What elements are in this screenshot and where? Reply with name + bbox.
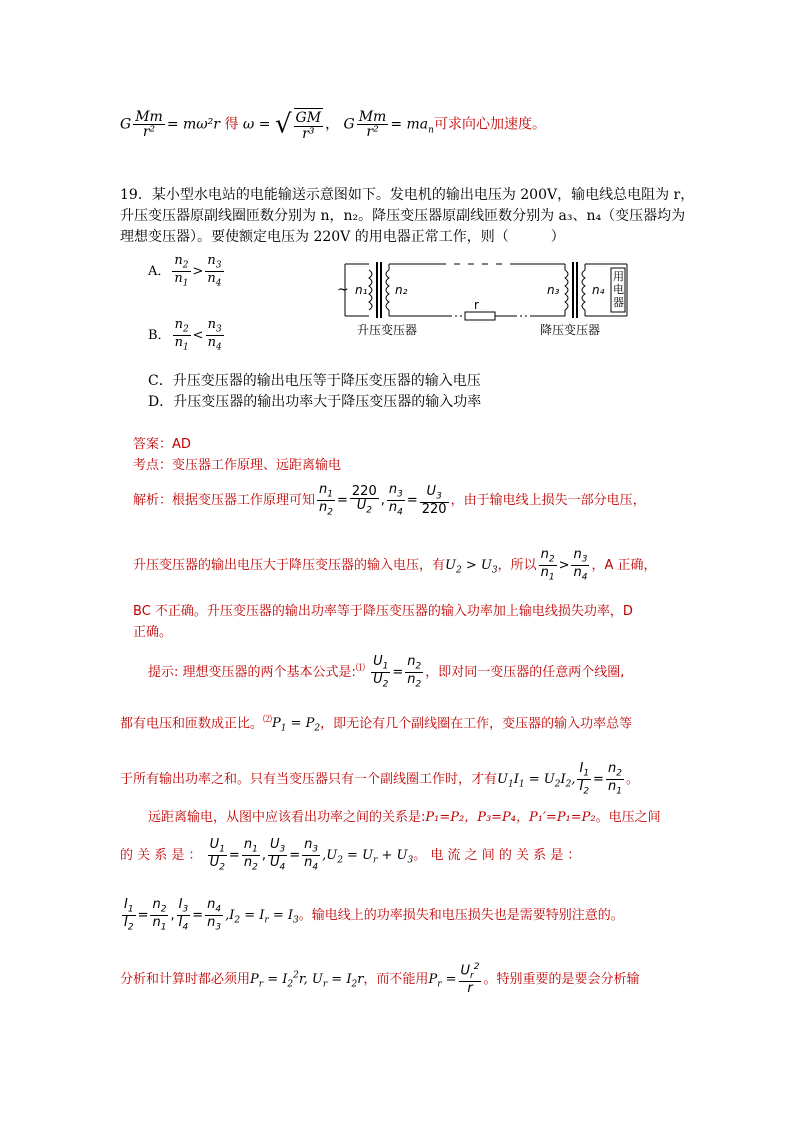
sqrt-expression: √ $\frac{GM}{\text{r³}}$ xyxy=(274,109,322,142)
option-c: C．升压变压器的输出电压等于降压变压器的输入电压 xyxy=(148,373,481,389)
key-point-line: 考点：变压器工作原理、远距离输电 xyxy=(133,458,342,473)
analysis-line-2: 升压变压器的输出电压大于降压变压器的输入电压，有$U_2 > U_3$，所以 $\frac{n_2}{n_1}$ > $\frac{n_3}{n_4}$ ，A 正确， xyxy=(133,547,657,583)
formula-tail: 可求向心加速度。 xyxy=(433,116,546,133)
step-down-label: 降压变压器 xyxy=(540,323,601,337)
svg-text:用: 用 xyxy=(613,270,624,283)
tip-line-1: 提示: 理想变压器的两个基本公式是:⑴ $\frac{U_1}{U_2}$ = $\frac{n_2}{n_2}$ ，即对同一变压器的任意两个线圈, xyxy=(148,654,625,690)
answer-line: 答案：AD xyxy=(133,437,191,452)
svg-text:n₂: n₂ xyxy=(395,283,408,297)
svg-text:n₄: n₄ xyxy=(592,283,605,297)
svg-text:器: 器 xyxy=(613,296,624,309)
tip-line-6: $\frac{I_1}{I_2}$ = $\frac{n_2}{n_1}$ , $\frac{I_3}{I_4}$ = $\frac{n_4}{n_3}$ $,I_2 = I_r = I_3$。输电线上的功率损失和电压损失也是需要特别注意的。 xyxy=(124,897,624,933)
question-line-3: 理想变压器）。要使额定电压为 220V 的用电器正常工作，则（ ） xyxy=(120,229,565,245)
tip-line-7: 分析和计算时都必须用$P_r = I_2^2r$, $U_r = I_2r$，而不能用$P_r$ = $\frac{U_r^2}{r}$ 。特别重要的是要会分析输 xyxy=(120,962,640,997)
fraction: $\frac{Mm}{\text{r²}}$ xyxy=(135,108,163,141)
analysis-line-1: 解析：根据变压器工作原理可知 $\frac{n_1}{n_2}$ = $\frac{220}{U_2}$ , $\frac{n_3}{n_4}$ = $\frac{U_3}{220}$ ，由于输电线上损失一部分电压， xyxy=(133,482,646,518)
svg-text:r: r xyxy=(474,298,479,312)
ac-source-icon: ~ xyxy=(337,282,349,298)
question-line-2: 升压变压器原副线圈匝数分别为 n，n₂。降压变压器原副线匝数分别为 a₃、n₄（变压器均为 xyxy=(120,208,686,224)
tip-line-2: 都有电压和匝数成正比。$^⑵P_1 = P_2$，即无论有几个副线圈在工作，变压器的输入功率总等 xyxy=(120,715,633,734)
option-b: B． $\frac{n_2}{n_1}$ < $\frac{n_3}{n_4}$ xyxy=(148,317,222,353)
option-d: D．升压变压器的输出功率大于降压变压器的输入功率 xyxy=(148,394,482,410)
analysis-line-3: BC 不正确。升压变压器的输出功率等于降压变压器的输入功率加上输电线损失功率，D xyxy=(133,604,633,619)
svg-text:n₃: n₃ xyxy=(547,283,560,297)
tip-line-3: 于所有输出功率之和。只有当变压器只有一个副线圈工作时，才有$U_1I_1 = U_2I_2$, $\frac{I_1}{I_2}$ = $\frac{n_2}{n_1}$ 。 xyxy=(120,761,639,797)
formula-line: G $\frac{Mm}{\text{r²}}$ = mω²r 得 ω = √ $\frac{GM}{\text{r³}}$ ， G $\frac{Mm}{\text{r²}}$ = $ma_n$可求向心加速度。 xyxy=(120,108,546,142)
transmission-diagram xyxy=(335,256,635,338)
tip-line-5: 的 关 系 是 ： $\frac{U_1}{U_2}$ = $\frac{n_1}{n_2}$ , $\frac{U_3}{U_4}$ = $\frac{n_3}{n_4}$ $,U_2 = U_r + U_3$。 电 流 之 间 的 关 系 是 ： xyxy=(120,837,581,873)
question-line-1: 19．某小型水电站的电能输送示意图如下。发电机的输出电压为 200V，输电线总电阻为 r， xyxy=(120,187,695,203)
option-a: A． $\frac{n_2}{n_1}$ > $\frac{n_3}{n_4}$ xyxy=(148,253,222,289)
tip-line-4: 远距离输电，从图中应该看出功率之间的关系是:P₁=P₂，P₃=P₄，P₁′=P₁=P₂。电压之间 xyxy=(148,810,661,825)
analysis-line-4: 正确。 xyxy=(133,625,173,640)
svg-text:电: 电 xyxy=(613,283,624,296)
step-up-label: 升压变压器 xyxy=(357,323,418,337)
svg-text:n₁: n₁ xyxy=(355,283,368,297)
